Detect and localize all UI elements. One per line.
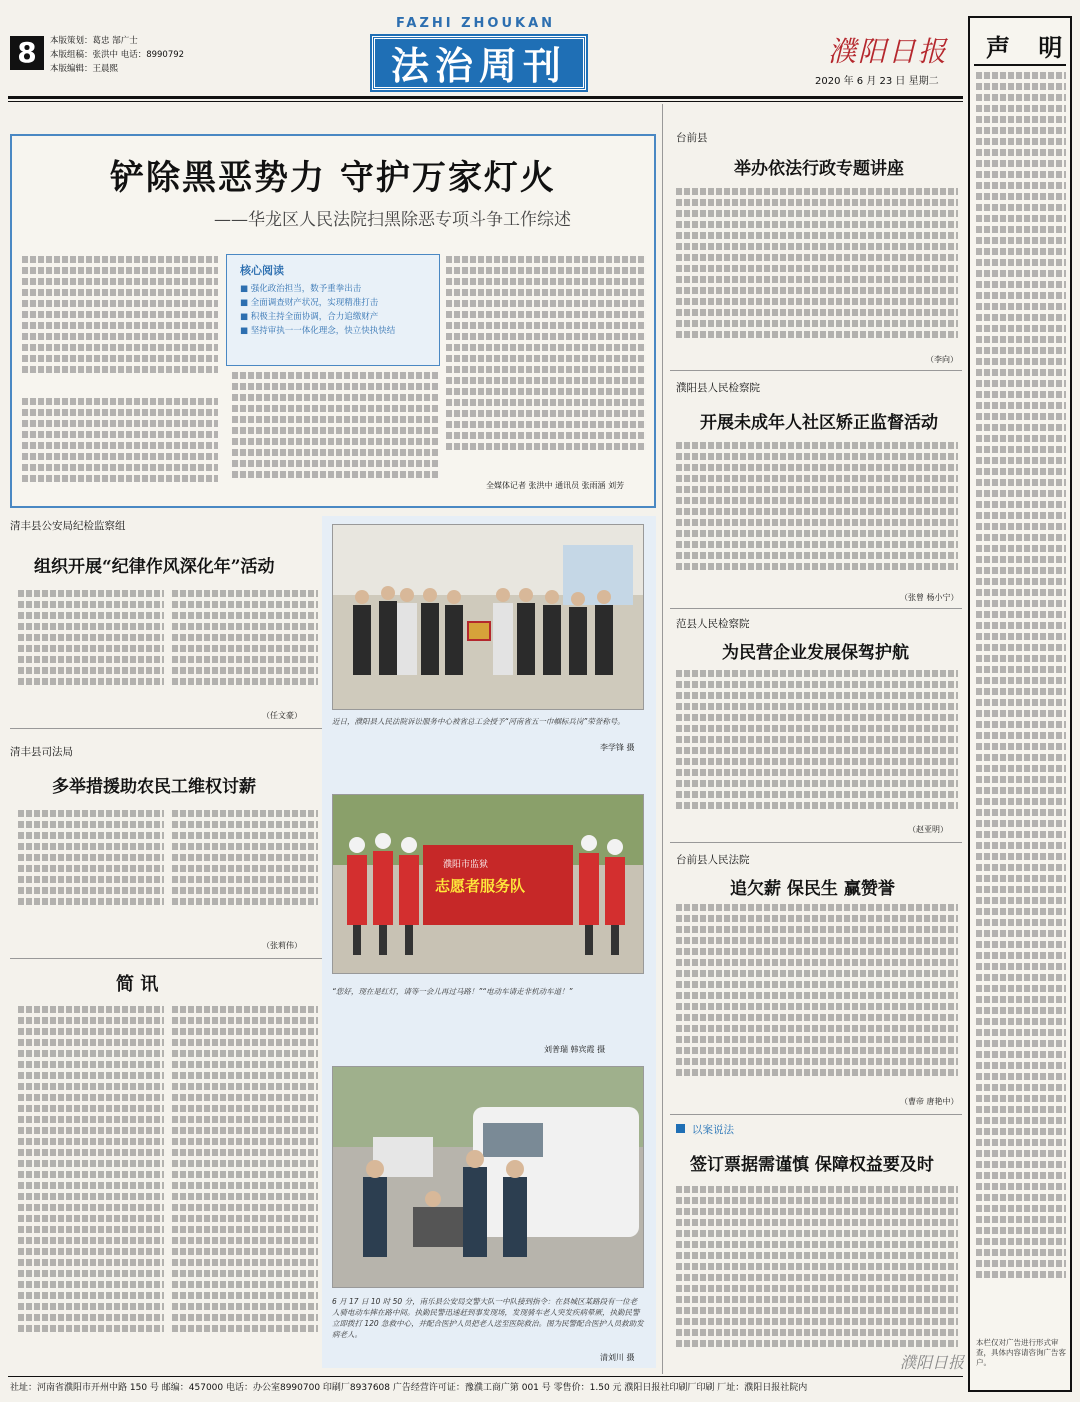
masthead-pinyin: FAZHI ZHOUKAN (396, 16, 556, 31)
feature-credit: 全媒体记者 张洪中 通讯员 张雨涵 刘芳 (486, 481, 625, 490)
core-reading-list (240, 282, 436, 338)
award-group-photo (332, 524, 644, 710)
feature-headline: 铲除黑恶势力 守护万家灯火 (110, 158, 556, 198)
article-credit: （李向） (926, 355, 958, 364)
divider (10, 958, 322, 959)
feature-body-col1b (22, 398, 218, 498)
article-body (172, 590, 318, 702)
article-body (18, 590, 164, 702)
photo-caption: 近日，濮阳县人民法院诉讼服务中心被省总工会授予“河南省五一巾帼标兵岗”荣誉称号。 (332, 717, 625, 726)
article-credit: （赵亚明） (908, 825, 948, 834)
core-reading-item: ■ 全面调查财产状况，实现精准打击 (240, 298, 379, 308)
wechat-watermark: 濮阳日报 (900, 1353, 965, 1372)
section-label: 台前县人民法院 (676, 854, 750, 866)
section-label: 范县人民检察院 (676, 618, 750, 630)
brief-news-body (18, 1006, 164, 1368)
notice-body (976, 72, 1066, 1336)
divider (670, 842, 962, 843)
editor-line: 本版组稿：张洪中 电话：8990792 (50, 50, 185, 60)
core-reading-item: ■ 强化政治担当，数予重拳出击 (240, 284, 362, 294)
page-number: 8 (10, 36, 44, 70)
editor-line: 本版编辑：王晨熙 (50, 64, 119, 74)
divider (670, 370, 962, 371)
core-reading-item: ■ 坚持审执一一体化理念，快立快执快结 (240, 326, 396, 336)
article-credit: （张莉伟） (262, 941, 302, 950)
notice-rule (974, 64, 1066, 66)
notice-title: 声 明 (986, 34, 1073, 62)
article-credit: （张曾 杨小宁） (900, 593, 959, 602)
divider (670, 1114, 962, 1115)
masthead-title: 法治周刊 (372, 36, 586, 90)
core-reading-title: 核心阅读 (240, 264, 284, 277)
header-rule-thin (8, 101, 963, 102)
section-label: 清丰县司法局 (10, 746, 73, 758)
core-reading-item: ■ 积极主持全面协调，合力追缴财产 (240, 312, 379, 322)
section-label: 清丰县公安局纪检监察组 (10, 520, 126, 532)
brief-news-title: 简 讯 (116, 974, 159, 995)
article-credit: （曹帝 唐艳中） (900, 1097, 959, 1106)
photo-credit: 清刘川 摄 (600, 1353, 635, 1362)
square-bullet-icon (676, 1124, 685, 1133)
section-label: 濮阳县人民检察院 (676, 382, 760, 394)
paper-logo: 濮阳日报 (828, 35, 949, 68)
article-credit: （任文豪） (262, 711, 302, 720)
article-headline: 组织开展“纪律作风深化年”活动 (34, 557, 275, 577)
article-headline: 举办依法行政专题讲座 (734, 159, 904, 179)
header-rule (8, 96, 963, 99)
publication-date: 2020 年 6 月 23 日 星期二 (815, 76, 939, 87)
article-headline: 为民营企业发展保驾护航 (722, 643, 909, 663)
photo-credit: 刘普瑞 韩宾霞 摄 (544, 1045, 606, 1054)
divider (10, 728, 322, 729)
divider (670, 608, 962, 609)
feature-body-col1 (22, 256, 218, 392)
article-headline: 多举措援助农民工维权讨薪 (52, 777, 256, 797)
article-body (18, 810, 164, 922)
footer-info: 社址：河南省濮阳市开州中路 150 号 邮编：457000 电话：办公室8990700 印刷厂8937608 广告经营许可证：豫濮工商广第 001 号 零售价：1.50 元 濮阳日报社印刷厂印刷 厂址：濮阳日报社院内 (10, 1383, 808, 1393)
police-rescue-photo-illustration (333, 1067, 644, 1288)
article-body (676, 188, 958, 354)
article-body (676, 442, 958, 584)
notice-footer-note: 本栏仅对广告进行形式审查，具体内容请咨询广告客户。 (976, 1338, 1066, 1367)
article-body (676, 904, 958, 1100)
police-rescue-photo (332, 1066, 644, 1288)
editor-credits (50, 34, 184, 76)
section-label: 台前县 (676, 132, 708, 144)
photo-caption: 6 月 17 日 10 时 50 分，南乐县公安局交警大队一中队接到指令：在县城区某路段有一位老人骑电动车摔在路中间。执勤民警迅速赶到事发现场，发现骑车老人突发疾病晕厥，执勤民警立即拨打 120 急救中心，并配合医护人员把老人送至医院救治。图为民警配合医护人员救助发病老人。 (332, 1297, 644, 1339)
feature-subheadline: ——华龙区人民法院扫黑除恶专项斗争工作综述 (214, 210, 571, 230)
article-body (676, 670, 958, 824)
banner-text-top: 濮阳市监狱 (443, 860, 489, 870)
feature-body-col3 (446, 256, 646, 472)
article-body (172, 810, 318, 922)
feature-body-col2 (232, 372, 438, 498)
article-body (676, 1186, 958, 1366)
column-divider (662, 104, 663, 1374)
brief-news-body (172, 1006, 318, 1368)
banner-text-main: 志愿者服务队 (435, 877, 526, 895)
article-headline: 签订票据需谨慎 保障权益要及时 (690, 1155, 934, 1175)
article-headline: 开展未成年人社区矫正监督活动 (700, 413, 938, 433)
section-label: 以案说法 (692, 1124, 734, 1136)
editor-line: 本版策划：葛忠 郜广士 (50, 36, 138, 46)
award-group-photo-illustration (333, 525, 644, 710)
volunteer-group-photo (332, 794, 644, 974)
photo-credit: 李学锋 摄 (600, 743, 635, 752)
photo-caption: “您好，现在是红灯，请等一会儿再过马路！”“电动车请走非机动车道！” (332, 987, 573, 996)
footer-rule (8, 1376, 963, 1377)
article-headline: 追欠薪 保民生 赢赞誉 (730, 879, 895, 899)
